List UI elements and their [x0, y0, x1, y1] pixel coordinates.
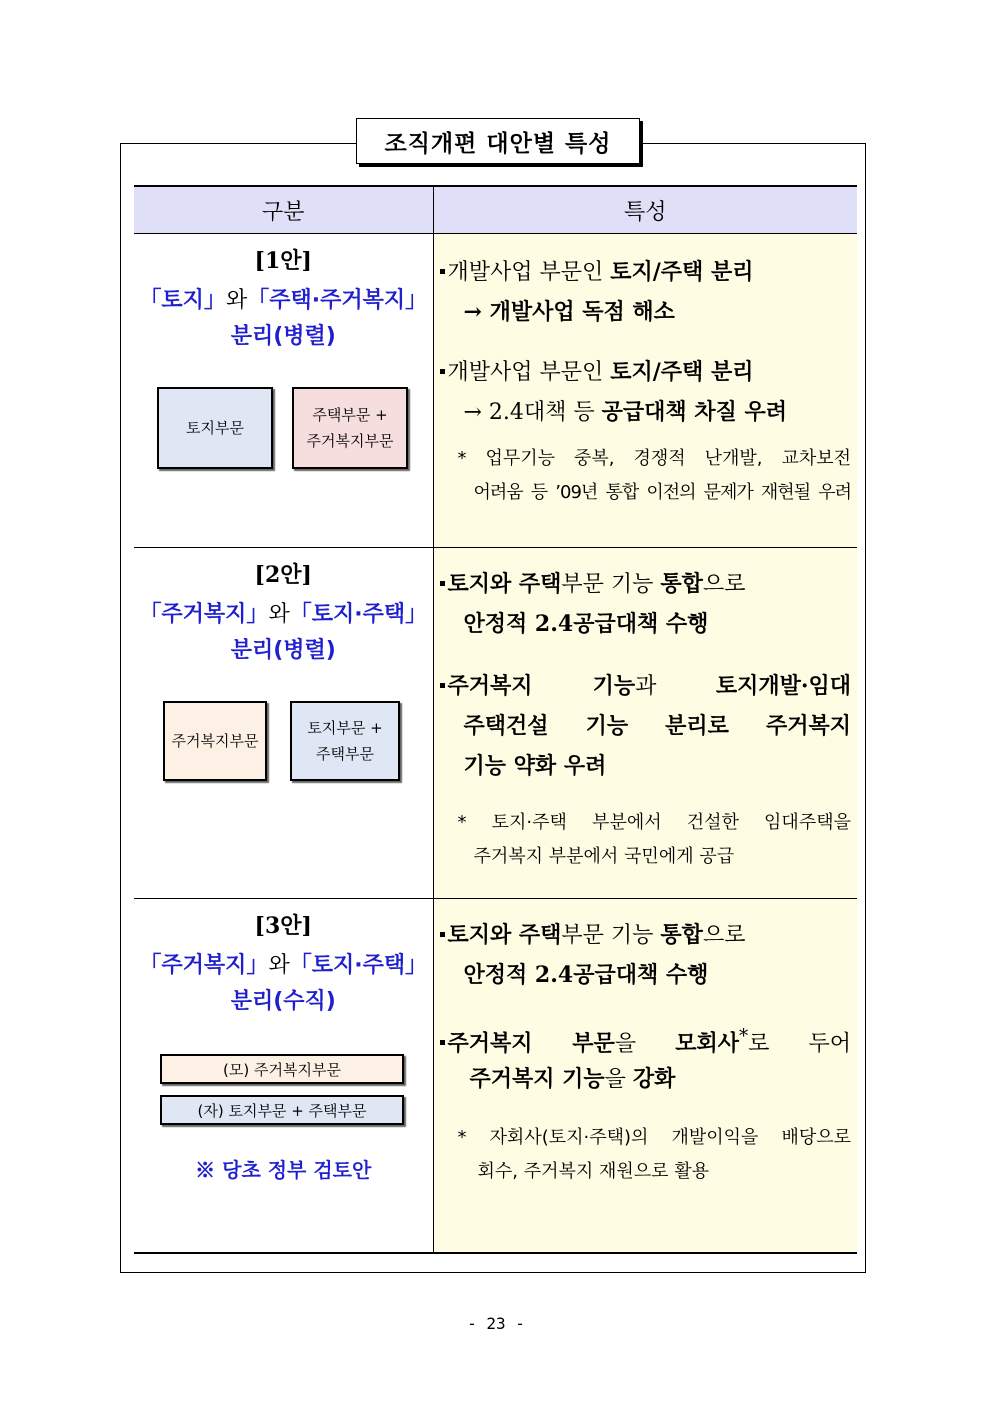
bullet-text: 과 [635, 674, 716, 699]
square-bullet-icon [440, 581, 445, 586]
comparison-table [134, 185, 857, 1254]
bullet-text-bold: 토지/주택 분리 [610, 259, 754, 285]
bullet-point [440, 252, 852, 293]
bullet-continuation: 안정적 2.4공급대책 수행 [463, 962, 709, 988]
bullet-text-bold: 모회사 [675, 1030, 739, 1057]
unit-a: 「토지」 [139, 288, 226, 313]
bullet-text: 으로 [702, 572, 746, 597]
footnote: 어려움 등 ’09년 통합 이전의 문제가 재현될 우려 [473, 482, 851, 503]
plan-label: [2안] [254, 562, 312, 588]
org-box-label: 주거복지부문 [306, 432, 394, 450]
org-box-label: 주택부문 [316, 745, 374, 763]
plan-separation-title [134, 597, 433, 633]
plan2-category [134, 548, 433, 899]
square-bullet-icon [440, 269, 445, 274]
square-bullet-icon [440, 369, 445, 374]
bullet-text: 로 두어 [748, 1031, 852, 1057]
header-category: 구분 [134, 186, 433, 234]
footnote-marker: * [738, 1026, 749, 1047]
plan-separation-type: 분리(병렬) [230, 638, 336, 663]
org-box-land-housing [290, 701, 400, 781]
plan3-characteristics [433, 899, 857, 1253]
bullet-point [440, 1017, 852, 1064]
plan-label: [1안] [254, 248, 312, 274]
bullet-text: 부문 기능 [561, 572, 661, 597]
unit-b: 「토지·주택」 [289, 953, 428, 978]
square-bullet-icon [440, 932, 445, 937]
bullet-text-bold: 통합 [660, 571, 703, 597]
bullet-text-bold: 토지와 주택 [447, 571, 562, 597]
parent-company-bar: (모) 주거복지부문 [160, 1054, 404, 1084]
bullet-continuation: 기능 약화 우려 [463, 753, 607, 779]
square-bullet-icon [440, 1040, 445, 1045]
page-title: 조직개편 대안별 특성 [356, 118, 640, 164]
unit-a: 「주거복지」 [139, 953, 269, 978]
bullet-text: 개발사업 부문인 [447, 360, 611, 385]
footnote: * 토지·주택 부분에서 건설한 임대주택을 [457, 812, 851, 833]
bullet-text: 부문 기능 [561, 923, 661, 948]
bullet-text-bold: 통합 [660, 922, 703, 948]
unit-b: 「토지·주택」 [289, 602, 428, 627]
conjunction: 와 [268, 953, 290, 978]
plan-separation-title [134, 283, 433, 319]
table-row [134, 899, 857, 1253]
bullet-text: 을 [614, 1031, 676, 1057]
bullet-continuation [464, 392, 852, 433]
bullet-text: 개발사업 부문인 [447, 260, 611, 285]
bullet-text: 을 [604, 1067, 633, 1092]
bullet-continuation: 안정적 2.4공급대책 수행 [463, 611, 709, 637]
bullet-point [440, 666, 852, 707]
bullet-continuation: 주택건설 기능 분리로 주거복지 [463, 713, 851, 739]
conjunction: 와 [268, 602, 290, 627]
bullet-text-bold: 강화 [632, 1066, 676, 1092]
bullet-point [440, 915, 852, 956]
plan2-characteristics [433, 548, 857, 899]
bullet-text-bold: 토지/주택 분리 [610, 359, 754, 385]
footnote: * 자회사(토지·주택)의 개발이익을 배당으로 [457, 1127, 851, 1148]
bullet-point [440, 352, 852, 393]
table-row [134, 548, 857, 899]
bullet-text-bold: 토지개발·임대 [715, 673, 851, 699]
page-number: - 23 - [467, 1314, 525, 1333]
bullet-text-bold: 주거복지 부문 [447, 1030, 615, 1057]
org-box-label: 주거복지부문 [171, 732, 259, 750]
bullet-text: → 2.4대책 등 [463, 400, 602, 425]
unit-b: 「주택·주거복지」 [247, 288, 428, 313]
unit-a: 「주거복지」 [139, 602, 269, 627]
org-box-label: 토지부문 + [307, 719, 383, 737]
bullet-text-bold: 주거복지 기능 [469, 1066, 605, 1092]
footnote: 회수, 주거복지 재원으로 활용 [477, 1161, 710, 1182]
table-row [134, 234, 857, 548]
org-box-land [157, 387, 273, 469]
bullet-text-bold: 토지와 주택 [447, 922, 562, 948]
org-box-label: 주택부문 + [312, 406, 388, 424]
bullet-point [440, 564, 852, 605]
org-box-label: 토지부문 [186, 419, 244, 437]
footnote: * 업무기능 중복, 경쟁적 난개발, 교차보전 [457, 448, 851, 469]
bullet-text-bold: 주거복지 기능 [447, 673, 636, 699]
conjunction: 와 [225, 288, 248, 313]
subsidiary-bar: (자) 토지부문 + 주택부문 [160, 1095, 404, 1125]
footnote: 주거복지 부분에서 국민에게 공급 [473, 846, 735, 867]
plan1-category [134, 234, 433, 548]
header-characteristics: 특성 [433, 186, 857, 234]
plan1-characteristics [433, 234, 857, 548]
bullet-continuation [470, 1059, 852, 1100]
plan-separation-title [134, 948, 433, 984]
bullet-continuation: → 개발사업 독점 해소 [463, 299, 675, 325]
plan-separation-type: 분리(병렬) [230, 324, 336, 349]
bullet-text-bold: 공급대책 차질 우려 [601, 399, 788, 425]
org-box-housing-welfare [163, 701, 267, 781]
plan-separation-type: 분리(수직) [230, 989, 336, 1014]
plan3-category [134, 899, 433, 1253]
bullet-text: 으로 [702, 923, 746, 948]
square-bullet-icon [440, 683, 445, 688]
government-review-note: ※ 당초 정부 검토안 [195, 1158, 372, 1182]
plan-label: [3안] [254, 913, 312, 939]
org-box-housing-welfare [292, 387, 408, 469]
